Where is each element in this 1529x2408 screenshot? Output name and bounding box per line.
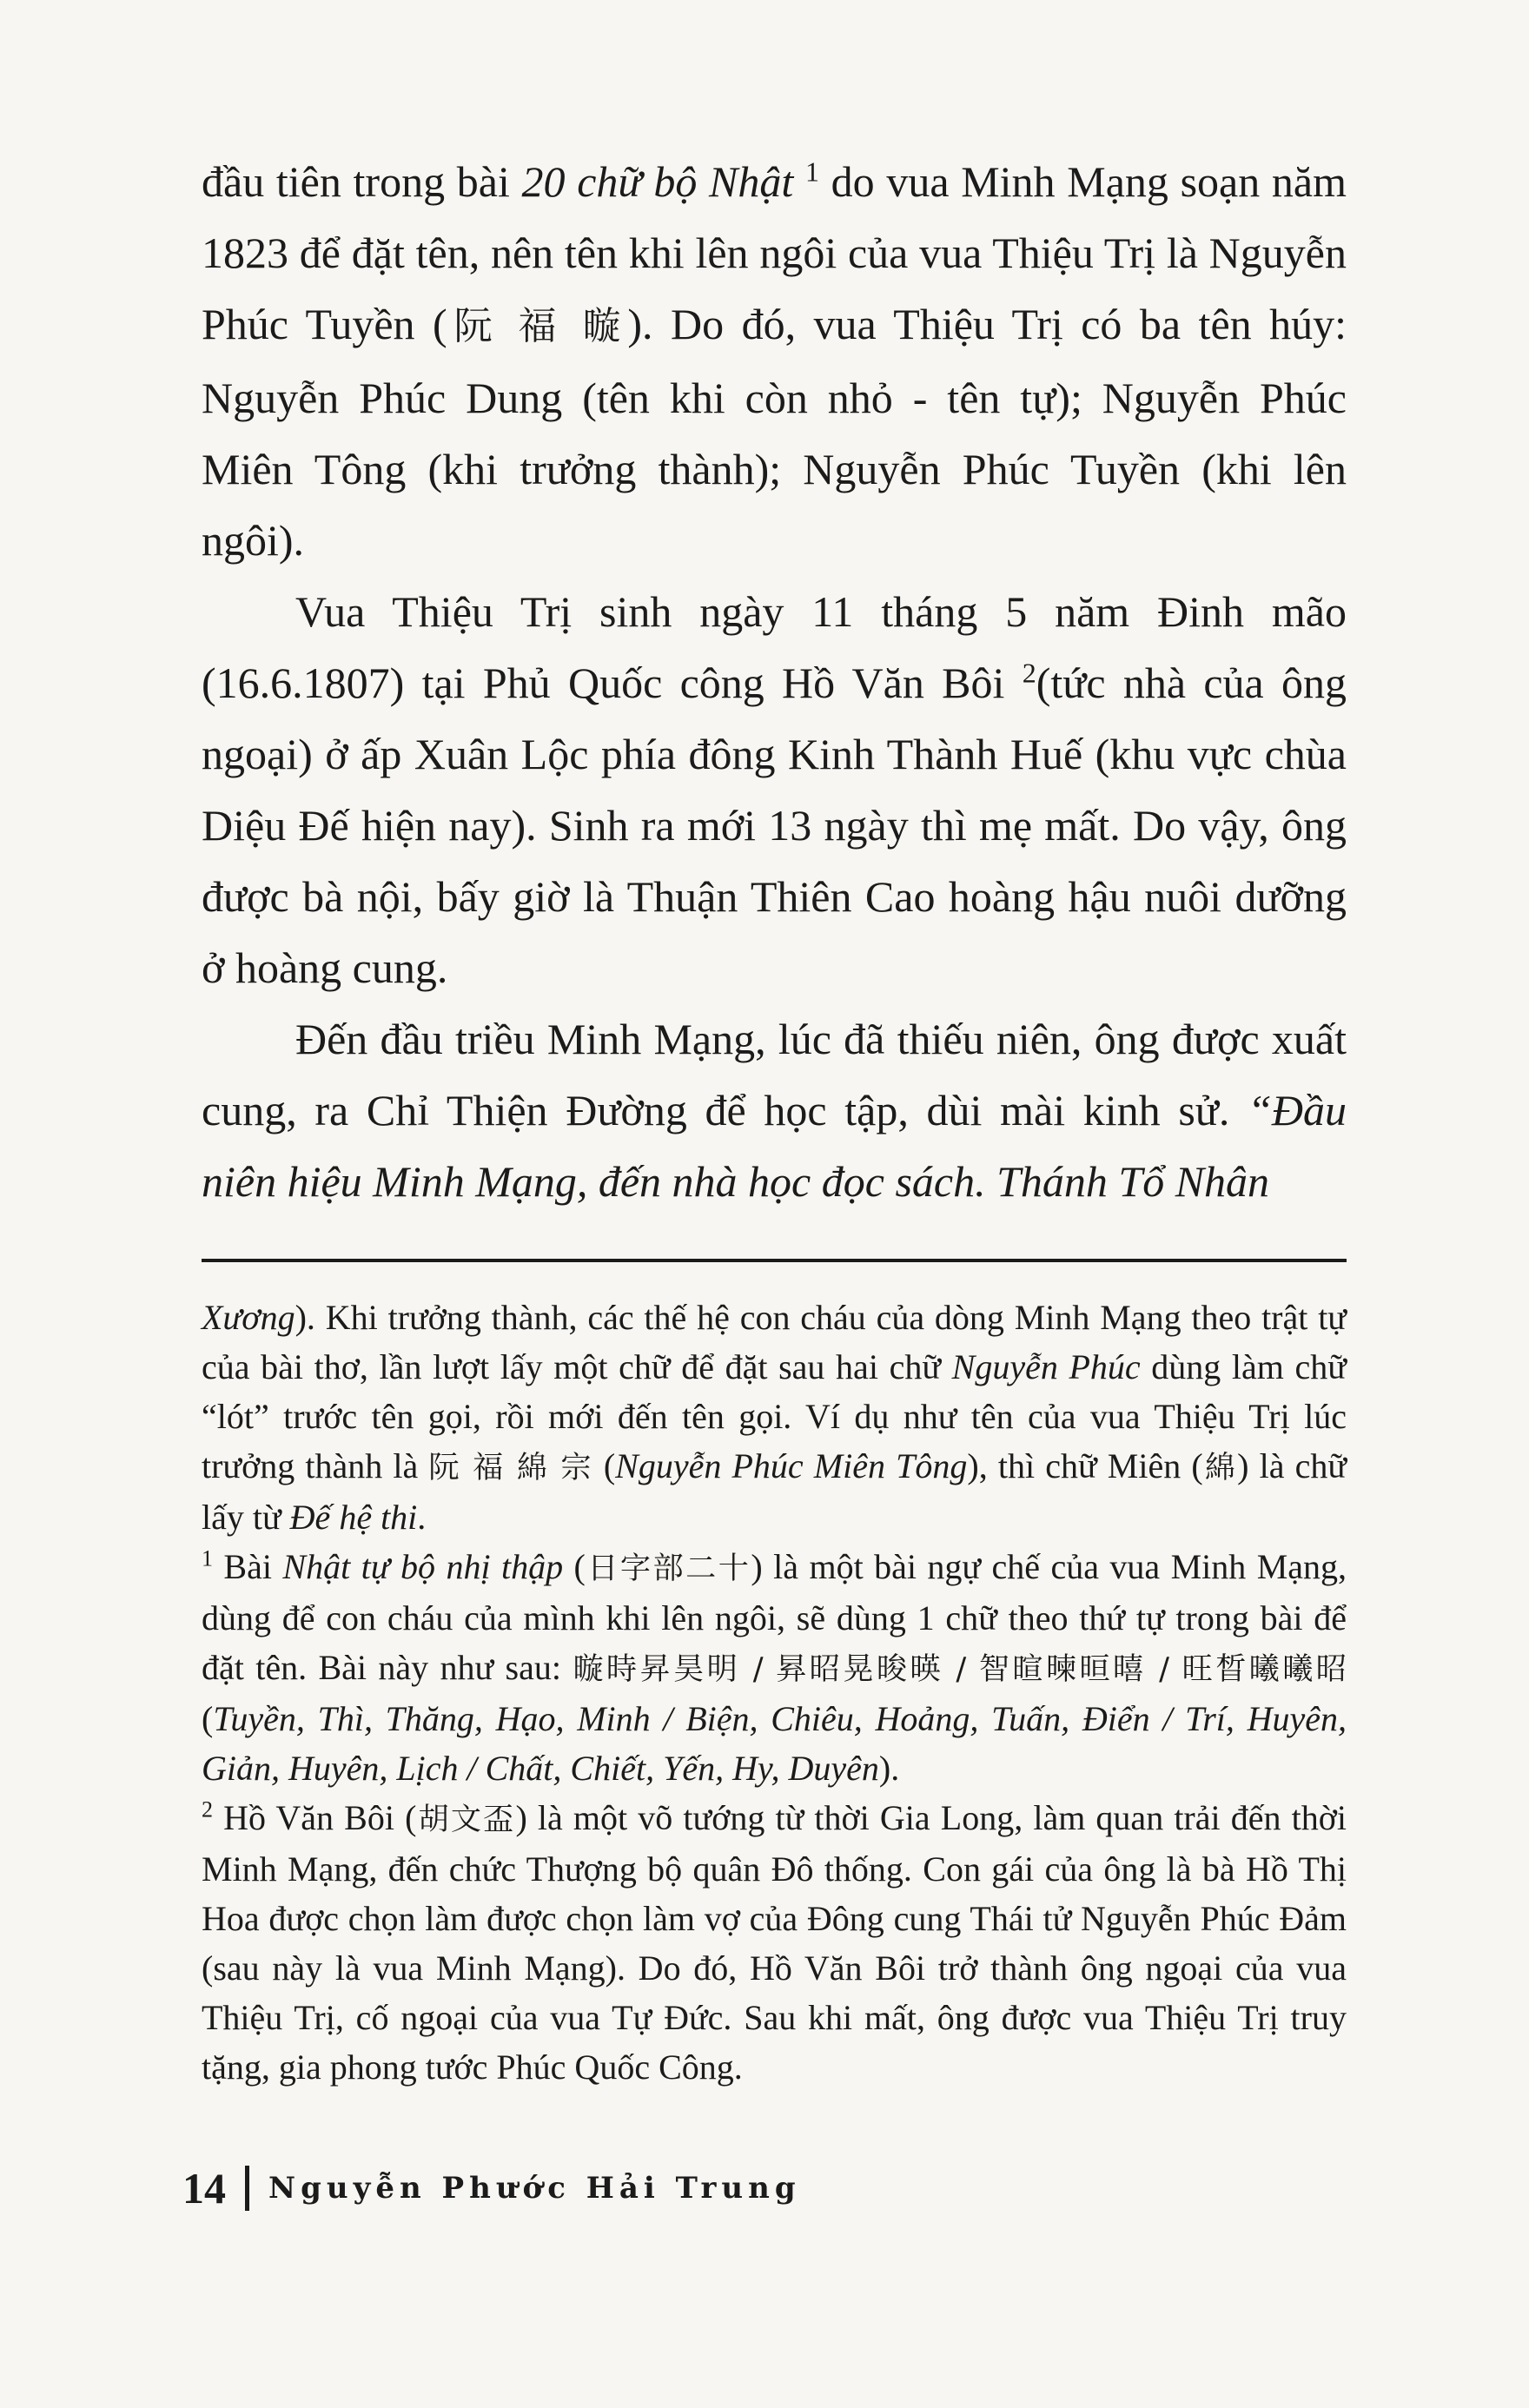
- poem-title: 20 chữ bộ Nhật: [521, 157, 794, 206]
- footnote-cont-italic-1: Xương: [202, 1298, 295, 1337]
- footnote-divider: [202, 1259, 1347, 1262]
- footnote-1-text-4: (: [202, 1699, 214, 1738]
- paragraph-2: [202, 576, 1347, 1003]
- footnote-ref-2: 2: [1022, 657, 1036, 689]
- paragraph-2-text-a: Vua Thiệu Trị sinh ngày 11 tháng 5 năm Đinh mão (16.6.1807) tại Phủ Quốc công Hồ Văn Bôi: [202, 587, 1347, 707]
- paragraph-1-text-c: ). Do đó, vua Thiệu Trị có ba tên húy: Nguyễn Phúc Dung (tên khi còn nhỏ - tên tự); Nguyễn Phúc Miên Tông (khi trưởng thành); Nguyễn Phúc Tuyền (khi lên ngôi).: [202, 300, 1347, 565]
- paragraph-3-text-a: Đến đầu triều Minh Mạng, lúc đã thiếu niên, ông được xuất cung, ra Chỉ Thiện Đường để học tập, dùi mài kinh sử.: [202, 1015, 1347, 1135]
- paragraph-3: [202, 1003, 1347, 1217]
- paragraph-3-quote: “Đầu niên hiệu Minh Mạng, đến nhà học đọc sách. Thánh Tổ Nhân: [202, 1086, 1347, 1206]
- footnote-cont-italic-4: Đế hệ thi: [289, 1498, 418, 1537]
- footnote-1-text-3: ) là một bài ngự chế của vua Minh Mạng, dùng để con cháu của mình khi lên ngôi, sẽ dùng 1 chữ theo thứ tự trong bài để đặt tên. Bài này như sau:: [202, 1547, 1347, 1687]
- han-name-tuyen: 阮 福 暶: [447, 304, 628, 348]
- footnote-1: [202, 1542, 1347, 1793]
- footnote-cont-text-3: (: [592, 1446, 616, 1485]
- footnote-1-text-5: ).: [878, 1749, 900, 1788]
- han-name-mien-tong: 阮 福 綿 宗: [428, 1450, 593, 1485]
- footnote-1-text-1: Bài: [213, 1547, 283, 1586]
- footnote-cont-text-1: ). Khi trưởng thành, các thế hệ con cháu của dòng Minh Mạng theo trật tự của bài thơ, lần lượt lấy một chữ để đặt sau hai chữ: [202, 1298, 1347, 1386]
- han-poem-title: 日字部二十: [585, 1551, 751, 1586]
- paragraph-1-text-b: do vua Minh Mạng soạn năm 1823 để đặt tên, nên tên khi lên ngôi của vua Thiệu Trị là Nguyễn Phúc Tuyền (: [202, 157, 1347, 348]
- footnote-continuation: [202, 1293, 1347, 1542]
- paragraph-1: [202, 146, 1347, 576]
- han-name-ho-van-boi: 胡文盃: [416, 1802, 516, 1837]
- footnote-cont-text-4: ), thì chữ Miên (: [967, 1446, 1203, 1485]
- paragraph-1-text-a: đầu tiên trong bài: [202, 157, 522, 206]
- footnote-cont-italic-3: Nguyễn Phúc Miên Tông: [615, 1446, 968, 1485]
- author-name: Nguyễn Phước Hải Trung: [268, 2171, 801, 2206]
- footnote-2-text-1: Hồ Văn Bôi (: [213, 1798, 417, 1837]
- footnote-2: [202, 1793, 1347, 2092]
- footnote-1-italic-1: Nhật tự bộ nhị thập: [282, 1547, 564, 1586]
- footnote-1-italic-2: Tuyền, Thì, Thăng, Hạo, Minh / Biện, Chiêu, Hoảng, Tuấn, Điển / Trí, Huyên, Giản, Huyên, Lịch / Chất, Chiết, Yến, Hy, Duyên: [202, 1699, 1347, 1788]
- paragraph-2-text-b: (tức nhà của ông ngoại) ở ấp Xuân Lộc phía đông Kinh Thành Huế (khu vực chùa Diệu Đế hiện nay). Sinh ra mới 13 ngày thì mẹ mất. Do vậy, ông được bà nội, bấy giờ là Thuận Thiên Cao hoàng hậu nuôi dưỡng ở hoàng cung.: [202, 658, 1347, 992]
- footnote-1-text-2: (: [563, 1547, 586, 1586]
- footnote-cont-italic-2: Nguyễn Phúc: [951, 1347, 1141, 1386]
- footnote-2-text-2: ) là một võ tướng từ thời Gia Long, làm quan trải đến thời Minh Mạng, đến chức Thượng bộ quân Đô thống. Con gái của ông là bà Hồ Thị Hoa được chọn làm được chọn làm vợ của Đông cung Thái tử Nguyễn Phúc Đảm (sau này là vua Minh Mạng). Do đó, Hồ Văn Bôi trở thành ông ngoại của vua Thiệu Trị, cố ngoại của vua Tự Đức. Sau khi mất, ông được vua Thiệu Trị truy tặng, gia phong tước Phúc Quốc Công.: [202, 1798, 1347, 2087]
- han-poem-text: 暶時昇昊明 / 昪昭晃晙暎 / 智暄暕晅暿 / 旺晳曦曦昭: [573, 1651, 1347, 1687]
- han-char-mien: 綿: [1202, 1450, 1238, 1485]
- footnote-ref-1: 1: [804, 155, 819, 188]
- main-text: [202, 146, 1347, 1217]
- footnote-2-mark: 2: [202, 1796, 213, 1823]
- footnote-cont-text-2: dùng làm chữ “lót” trước tên gọi, rồi mới đến tên gọi. Ví dụ như tên của vua Thiệu Trị lúc trưởng thành là: [202, 1347, 1347, 1485]
- footnote-cont-text-5: ) là chữ lấy từ: [202, 1446, 1347, 1537]
- footnote-cont-text-6: .: [417, 1498, 427, 1537]
- page-footer: [182, 2163, 801, 2213]
- footer-separator: [245, 2166, 249, 2211]
- page-number: 14: [182, 2164, 226, 2213]
- footnote-1-mark: 1: [202, 1545, 213, 1571]
- footnotes: [202, 1293, 1347, 2092]
